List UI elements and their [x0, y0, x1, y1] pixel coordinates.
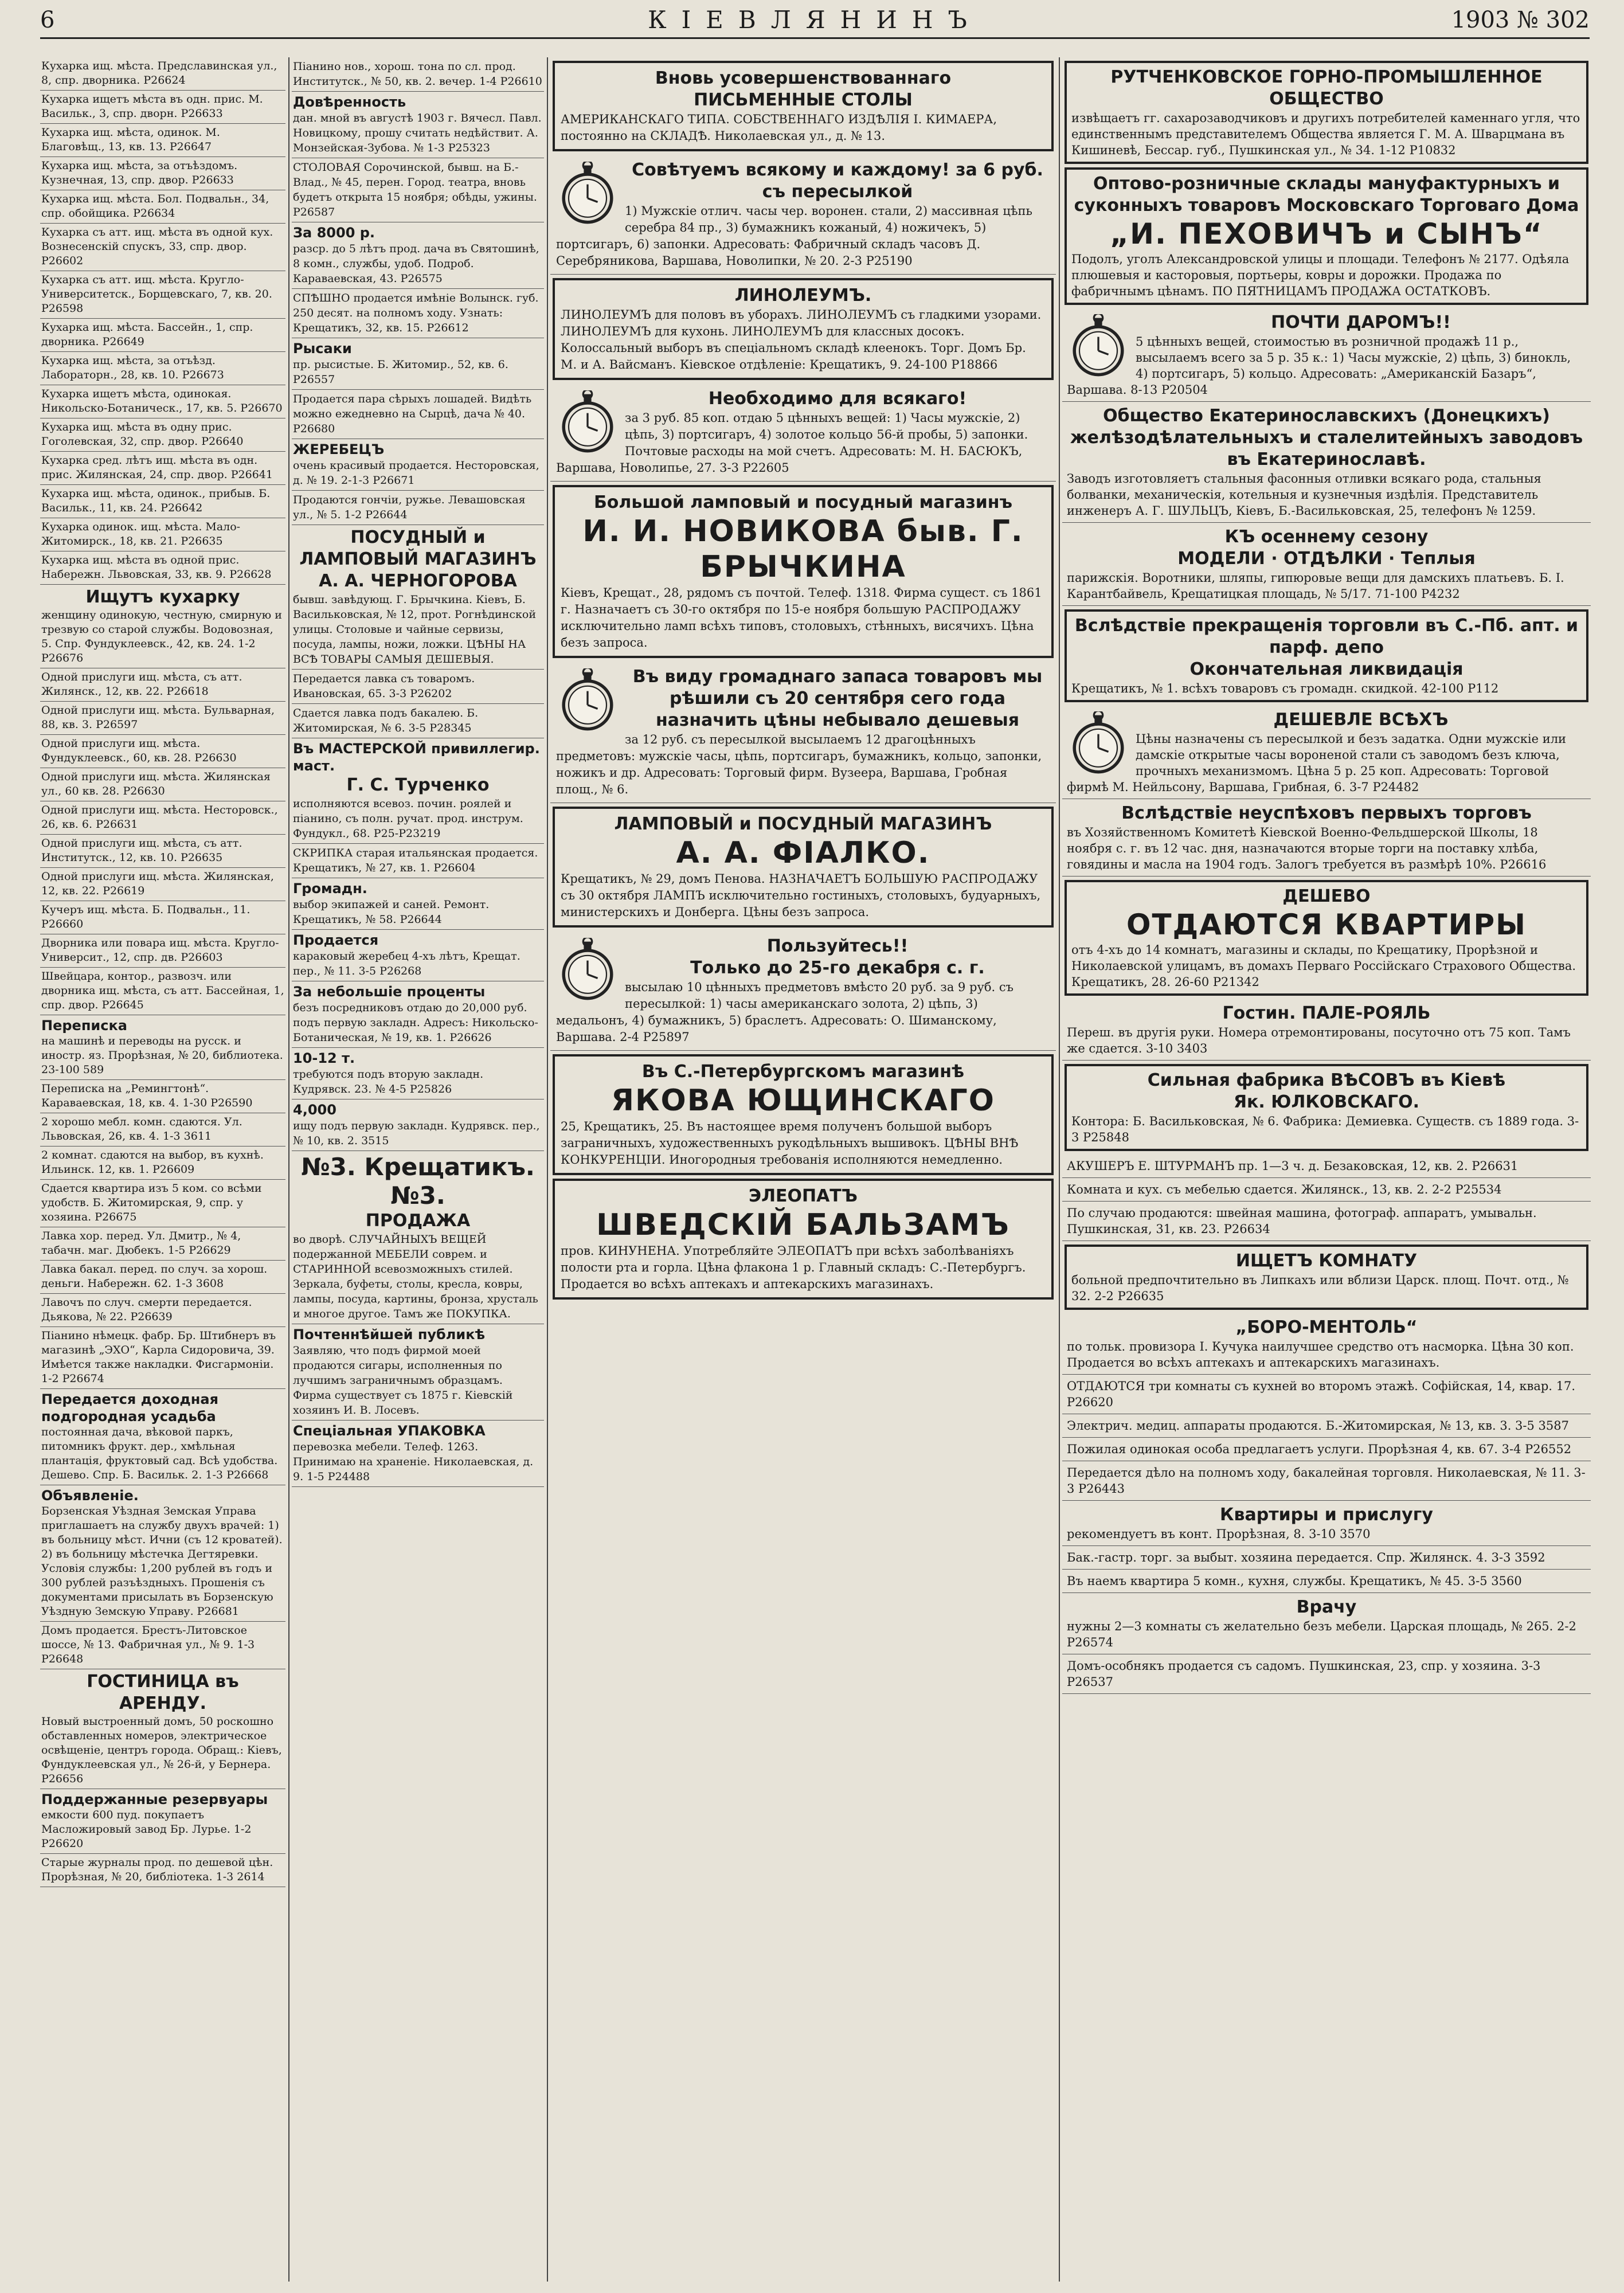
ad-text: Кухарка съ атт. ищ. мѣста въ одной кух. Вознесенскій спускъ, 33, спр. двор. Р26602: [41, 226, 273, 267]
advertisement: [40, 702, 285, 735]
ad-name: ПИСЬМЕННЫЕ СТОЛЫ: [694, 90, 913, 110]
advertisement: [553, 61, 1054, 151]
ad-text: СПѢШНО продается имѣніе Волынск. губ. 250 десят. на полномъ ходу. Узнать: Крещатикъ, 32, кв. 15. Р26612: [293, 292, 539, 334]
ad-text: ищу подъ первую закладн. Кудрявск. пер., № 10, кв. 2. 3515: [293, 1120, 540, 1147]
ad-heading: Въ МАСТЕРСКОЙ привиллегир. маст.: [293, 741, 540, 774]
ad-text: Кухарка ищ. мѣста. Бол. Подвальн., 34, спр. обойщика. Р26634: [41, 193, 269, 220]
ad-text: пр. рысистые. Б. Житомир., 52, кв. 6. Р26557: [293, 358, 508, 386]
ad-name: ЯКОВА ЮЩИНСКАГО: [611, 1083, 995, 1118]
ad-text: Кухарка ищ. мѣста, одинок. М. Благовѣщ., 13, кв. 13. Р26647: [41, 126, 220, 153]
advertisement: [40, 352, 285, 385]
ad-text: Одной прислуги ищ. мѣста, съ атт. Жилянск., 12, кв. 22. Р26618: [41, 671, 242, 698]
advertisement: [292, 92, 544, 158]
ad-text: разср. до 5 лѣтъ прод. дача въ Святошинѣ, 8 комн., службы, удоб. Подроб. Караваевская, 43. Р26575: [293, 242, 539, 285]
ad-text: нужны 2—3 комнаты съ желательно безъ мебели. Царская площадь, № 265. 2-2 Р26574: [1067, 1619, 1576, 1649]
masthead-rule: [40, 37, 1590, 39]
ad-text: Старые журналы прод. по дешевой цѣн. Прорѣзная, № 20, библіотека. 1-3 2614: [41, 1856, 273, 1883]
advertisement: [292, 158, 544, 222]
ad-text: По случаю продаются: швейная машина, фотограф. аппаратъ, умывальн. Пушкинская, 31, кв. 23. Р26634: [1067, 1206, 1537, 1236]
advertisement: [40, 385, 285, 418]
ad-name: Только до 25-го декабря с. г.: [690, 958, 985, 978]
advertisement: [292, 878, 544, 930]
advertisement: [1062, 999, 1591, 1061]
ad-text: Передается лавка съ товаромъ. Ивановская, 65. 3-3 Р26202: [293, 672, 475, 700]
advertisement: [40, 157, 285, 190]
advertisement: [292, 1048, 544, 1099]
column-2: [292, 57, 544, 2282]
ad-text: Домъ-особнякъ продается съ садомъ. Пушкинская, 23, спр. у хозяина. 3-3 Р26537: [1067, 1659, 1541, 1689]
ad-text: Одной прислуги ищ. мѣста. Фундуклеевск., 60, кв. 28. Р26630: [41, 737, 237, 764]
ad-heading: Громадн.: [293, 881, 367, 897]
ad-text: Бак.-гастр. торг. за выбыт. хозяина передается. Спр. Жилянск. 4. 3-3 3592: [1067, 1551, 1545, 1564]
ad-text: Кухарка ищетъ мѣста, одинокая. Никольско-Ботаническ., 17, кв. 5. Р26670: [41, 388, 283, 414]
ad-heading: ПОСУДНЫЙ и ЛАМПОВЫЙ МАГАЗИНЪ: [299, 527, 537, 569]
advertisement: [1062, 1313, 1591, 1375]
advertisement: [550, 384, 1056, 482]
advertisement: [40, 1227, 285, 1261]
ad-text: Борзенская Уѣздная Земская Управа приглашаетъ на службу двухъ врачей: 1) въ больницу мѣст. Ични (съ 12 кроватей). 2) въ больницу мѣстечка Дегтяревки. Условія службы: 1,200 рублей въ годъ и 300 рублей разъѣздныхъ. Прошенія съ документами присылать въ Борзенскую Уѣздную Земскую Управу. Р26681: [41, 1505, 283, 1618]
ad-heading: Передается доходная подгородная усадьба: [41, 1391, 218, 1425]
ad-heading: Сильная фабрика ВѢСОВЪ въ Кіевѣ: [1147, 1070, 1506, 1090]
ad-heading: Большой ламповый и посудный магазинъ: [593, 492, 1013, 512]
advertisement: [40, 1485, 285, 1622]
pocket-watch-icon: [1067, 314, 1130, 377]
ad-heading: Общество Екатеринославскихъ (Донецкихъ) желѣзодѣлательныхъ и сталелитейныхъ заводовъ въ Екатеринославѣ.: [1070, 406, 1583, 469]
ad-heading: ДЕШЕВЛЕ ВСѢХЪ: [1273, 710, 1449, 730]
ad-text: Дворника или повара ищ. мѣста. Кругло-Университ., 12, спр. дв. Р26603: [41, 937, 279, 964]
advertisement: [1062, 799, 1591, 876]
ad-text: АМЕРИКАНСКАГО ТИПА. СОБСТВЕННАГО ИЗДѢЛІЯ І. КИМАЕРА, постоянно на СКЛАДѢ. Николаевская ул., д. № 13.: [561, 112, 997, 143]
advertisement: [40, 518, 285, 551]
advertisement: [292, 930, 544, 981]
column-1: [40, 57, 285, 2282]
advertisement: [40, 735, 285, 768]
ad-text: безъ посредниковъ отдаю до 20,000 руб. подъ первую закладн. Адресъ: Никольско-Ботаническая, № 19, кв. 1. Р26626: [293, 1001, 538, 1044]
advertisement: [1065, 1245, 1588, 1310]
advertisement: [40, 1080, 285, 1113]
masthead: [40, 5, 1590, 39]
advertisement: [40, 551, 285, 585]
advertisement: [40, 801, 285, 835]
column-3: [550, 57, 1056, 2282]
ad-heading: „БОРО-МЕНТОЛЬ“: [1235, 1317, 1418, 1337]
advertisement: [550, 155, 1056, 275]
pocket-watch-icon: [556, 938, 619, 1001]
ad-text: Кіевъ, Крещат., 28, рядомъ съ почтой. Телеф. 1318. Фирма сущест. съ 1861 г. Назначаетъ съ 30-го октября по 15-е ноября большую РАСПРОДАЖУ исключительно ламп всѣхъ типовъ, столовыхъ, стѣнныхъ, висячихъ. Цѣна безъ запроса.: [561, 586, 1042, 649]
ad-text: Комната и кух. съ мебелью сдается. Жилянск., 13, кв. 2. 2-2 Р25534: [1067, 1183, 1502, 1196]
ad-text: перевозка мебели. Телеф. 1263. Принимаю на храненіе. Николаевская, д. 9. 1-5 Р24488: [293, 1441, 534, 1483]
ad-text: Кухарка сред. лѣтъ ищ. мѣста въ одн. прис. Жилянская, 24, спр. двор. Р26641: [41, 454, 273, 481]
ad-text: Кухарка ищ. мѣста, за отъѣздомъ. Кузнечная, 13, спр. двор. Р26633: [41, 159, 238, 186]
advertisement: [40, 452, 285, 485]
ad-text: Контора: Б. Васильковская, № 6. Фабрика: Демиевка. Существ. съ 1889 года. 3-3 Р25848: [1071, 1114, 1579, 1144]
advertisement: [1062, 1461, 1591, 1501]
ad-heading: Продается: [293, 932, 379, 948]
ad-text: женщину одинокую, честную, смирную и трезвую со старой службы. Водовозная, 5. Спр. Фундуклеевск., 42, кв. 24. 1-2 Р26676: [41, 609, 282, 664]
ad-text: Заводъ изготовляетъ стальныя фасонныя отливки всякаго рода, стальныя болванки, механическія, котельныя и кузнечныя издѣлія. Представитель инженеръ А. Г. ШУЛЬЦЪ, Кіевъ, Б.-Васильковская, 25, телефонъ № 1259.: [1067, 472, 1541, 518]
advertisement: [40, 934, 285, 968]
ad-text: извѣщаетъ гг. сахарозаводчиковъ и другихъ потребителей каменнаго угля, что единственнымъ представителемъ Общества является Г. М. А. Шварцмана въ Кишиневѣ, Бессар. губ., Пушкинская ул., № 34. 1-12 Р10832: [1071, 111, 1580, 157]
ad-name: Окончательная ликвидація: [1189, 659, 1463, 679]
advertisement: [292, 844, 544, 878]
ad-text: Піанино нов., хорош. тона по сл. прод. Институтск., № 50, кв. 2. вечер. 1-4 Р26610: [293, 60, 542, 88]
advertisement: [292, 289, 544, 338]
advertisement: [292, 491, 544, 525]
ad-text: Крещатикъ, № 29, домъ Пенова. НАЗНАЧАЕТЪ БОЛЬШУЮ РАСПРОДАЖУ съ 30 октября ЛАМПЪ исключительно гостиныхъ, столовыхъ, будуарныхъ, министерскихъ и Донберга. Цѣны безъ запроса.: [561, 872, 1041, 919]
ad-heading: 4,000: [293, 1102, 336, 1118]
ad-text: Домъ продается. Брестъ-Литовское шоссе, № 13. Фабричная ул., № 9. 1-3 Р26648: [41, 1624, 255, 1665]
advertisement: [1062, 1438, 1591, 1461]
ad-text: СКРИПКА старая итальянская продается. Крещатикъ, № 27, кв. 1. Р26604: [293, 847, 538, 874]
ad-text: Піанино нѣмецк. фабр. Бр. Штибнеръ въ магазинѣ „ЭХО“, Карла Сидоровича, 39. Имѣется также накладки. Фисгармоніи. 1-2 Р26674: [41, 1329, 276, 1385]
advertisement: [1062, 308, 1591, 402]
advertisement: [40, 1854, 285, 1887]
ad-heading: Совѣтуемъ всякому и каждому! за 6 руб. съ пересылкой: [632, 160, 1043, 202]
page-number: 6: [40, 7, 55, 33]
ad-text: отъ 4-хъ до 14 комнатъ, магазины и склады, по Крещатику, Прорѣзной и Николаевской улицамъ, въ домахъ Перваго Россійскаго Страхового Общества. Крещатикъ, 28. 26-60 Р21342: [1071, 943, 1576, 989]
advertisement: [292, 439, 544, 491]
ad-name: МОДЕЛИ · ОТДѢЛКИ · Теплыя: [1177, 549, 1476, 569]
ad-text: Новый выстроенный домъ, 50 роскошно обставленных номеров, электрическое освѣщеніе, центръ города. Обращ.: Кіевъ, Фундуклеевская ул., № 26-й, у Бернера. Р26656: [41, 1715, 282, 1785]
ad-text: Переписка на „Ремингтонѣ“. Караваевская, 18, кв. 4. 1-30 Р26590: [41, 1082, 253, 1109]
ad-heading: Пользуйтесь!!: [766, 936, 909, 956]
ad-name: А. А. ФІАЛКО.: [676, 836, 930, 870]
advertisement: [553, 485, 1054, 658]
ad-text: 2 комнат. сдаются на выбор, въ кухнѣ. Ильинск. 12, кв. 1. Р26609: [41, 1149, 264, 1176]
ad-text: въ Хозяйственномъ Комитетѣ Кіевской Военно-Фельдшерской Школы, 18 ноября с. г. въ 12 час. дня, назначаются вторые торги на поставку хлѣба, говядины и масла на 1904 годъ. Залогъ требуется въ размѣрѣ 10%. Р26616: [1067, 825, 1547, 871]
ad-heading: Въ С.-Петербургскомъ магазинѣ: [641, 1062, 965, 1082]
ad-heading: За 8000 р.: [293, 225, 375, 241]
column-4: [1062, 57, 1591, 2282]
advertisement: [40, 1113, 285, 1146]
ad-text: пров. КИНУНЕНА. Употребляйте ЭЛЕОПАТЪ при всѣхъ заболѣваніяхъ полости рта и горла. Цѣна флакона 1 р. Главный складъ: С.-Петербургъ. Продается во всѣхъ аптекахъ и аптекарскихъ магазинахъ.: [561, 1244, 1026, 1291]
advertisement: [40, 485, 285, 518]
ad-heading: Необходимо для всякаго!: [708, 389, 967, 409]
ad-heading: ПОЧТИ ДАРОМЪ!!: [1271, 312, 1451, 332]
ad-text: Сдается квартира изъ 5 ком. со всѣми удобств. Б. Житомирская, 9, спр. у хозяина. Р26675: [41, 1182, 262, 1223]
advertisement: [40, 91, 285, 124]
ad-name: „И. ПЕХОВИЧЪ и СЫНЪ“: [1110, 217, 1543, 251]
advertisement: [1062, 1654, 1591, 1694]
advertisement: [292, 222, 544, 289]
advertisement: [1062, 1202, 1591, 1241]
ad-heading: Оптово-розничные склады мануфактурныхъ и суконныхъ товаровъ Московскаго Торговаго Дома: [1074, 174, 1579, 216]
advertisement: [1062, 523, 1591, 606]
ad-text: 5 цѣнныхъ вещей, стоимостью въ розничной продажѣ 11 р., высылаемъ всего за 5 р. 35 к.: 1) Часы мужскіе, 2) цѣпь, 3) бинокль, 4) портсигаръ, 5) кольцо. Адресовать: „Американскій Базаръ“, Варшава. 8-13 Р20504: [1067, 335, 1571, 397]
ad-text: караковый жеребец 4-хъ лѣтъ, Крещат. пер., № 11. 3-5 Р26268: [293, 950, 521, 977]
ad-text: Кухарка ищ. мѣста. Бассейн., 1, спр. дворника. Р26649: [41, 321, 253, 348]
ad-text: высылаю 10 цѣнныхъ предметовъ вмѣсто 20 руб. за 9 руб. съ пересылкой: 1) часы американскаго золота, 2) цѣпь, 3) медальонъ, 4) бумажникъ, 5) браслетъ. Адресовать: О. Шиманскому, Варшава. 2-4 Р25897: [556, 980, 1013, 1044]
pocket-watch-icon: [1067, 711, 1130, 774]
ad-heading: ЛИНОЛЕУМЪ.: [734, 285, 872, 306]
ad-text: Лавка бакал. перед. по случ. за хорош. деньги. Набережн. 62. 1-3 3608: [41, 1263, 268, 1290]
ad-text: постоянная дача, вѣковой паркъ, питомникъ фрукт. дер., хмѣльная плантація, фруктовый сад. Всѣ удобства. Дешево. Спр. Б. Васильк. 2. 1-3 Р26668: [41, 1426, 278, 1481]
ad-text: 2 хорошо мебл. комн. сдаются. Ул. Львовская, 26, кв. 4. 1-3 3611: [41, 1116, 242, 1142]
advertisement: [40, 57, 285, 91]
pocket-watch-icon: [556, 162, 619, 225]
ad-text: Въ наемъ квартира 5 комн., кухня, службы. Крещатикъ, № 45. 3-5 3560: [1067, 1574, 1522, 1588]
ad-heading: ЖЕРЕБЕЦЪ: [293, 441, 385, 457]
ad-text: СТОЛОВАЯ Сорочинской, бывш. на Б.-Влад., № 45, перен. Город. театра, вновь будетъ открыта 15 ноября; обѣды, ужины. Р26587: [293, 161, 537, 218]
ad-heading: ЛАМПОВЫЙ и ПОСУДНЫЙ МАГАЗИНЪ: [614, 814, 992, 834]
advertisement: [292, 738, 544, 844]
ad-name: И. И. НОВИКОВА быв. Г. БРЫЧКИНА: [582, 514, 1024, 584]
ad-text: Кухарка ищ. мѣста въ одной прис. Набережн. Львовская, 33, кв. 9. Р26628: [41, 554, 272, 581]
advertisement: [1062, 1178, 1591, 1202]
ad-name: Як. ЮЛКОВСКАГО.: [1233, 1092, 1420, 1112]
advertisement: [1062, 1501, 1591, 1546]
column-divider: [547, 57, 548, 2282]
ad-name: ОТДАЮТСЯ КВАРТИРЫ: [1126, 908, 1527, 941]
advertisement: [40, 1622, 285, 1669]
advertisement: [292, 1099, 544, 1151]
ad-heading: Вслѣдствіе прекращенія торговли въ С.-Пб. апт. и парф. депо: [1074, 616, 1579, 658]
ad-text: во дворѣ. СЛУЧАЙНЫХЪ ВЕЩЕЙ подержанной МЕБЕЛИ соврем. и СТАРИННОЙ всевозможныхъ стилей. Зеркала, буфеты, столы, кресла, ковры, лампы, посуда, картины, бронза, хрусталь и многое другое. Тамъ же ПОКУПКА.: [293, 1233, 538, 1320]
ad-heading: РУТЧЕНКОВСКОЕ ГОРНО-ПРОМЫШЛЕННОЕ ОБЩЕСТВО: [1110, 67, 1543, 109]
ad-text: Кухарка ищ. мѣста, одинок., прибыв. Б. Васильк., 11, кв. 24. Р26642: [41, 487, 271, 514]
pocket-watch-icon: [556, 390, 619, 453]
ad-text: Заявляю, что подъ фирмой моей продаются сигары, исполненныя по лучшимъ заграничнымъ образцамъ. Фирма существует съ 1875 г. Кіевскій хозяинъ И. В. Лосевъ.: [293, 1344, 513, 1417]
ad-text: 25, Крещатикъ, 25. Въ настоящее время полученъ большой выборъ заграничныхъ, художественныхъ рукодѣльныхъ вышивокъ. ЦѢНЫ ВНѢ КОНКУРЕНЦІИ. Иногородныя требованія исполняются немедленно.: [561, 1120, 1019, 1167]
advertisement: [1062, 1375, 1591, 1414]
ad-text: ЛИНОЛЕУМЪ для половъ въ уборахъ. ЛИНОЛЕУМЪ съ гладкими узорами. ЛИНОЛЕУМЪ для кухонь. ЛИНОЛЕУМЪ для классных досокъ. Колоссальный выборъ въ спеціальномъ складѣ клеенокъ. Торг. Домъ Бр. М. и А. Вайсманъ. Кіевское отдѣленіе: Крещатикъ, 9. 24-100 Р18866: [561, 308, 1042, 371]
ad-text: 1) Мужскіе отлич. часы чер. воронен. стали, 2) массивная цѣпь серебра 84 пр., 3) бумажникъ кожаный, 4) ножичекъ, 5) портсигаръ, 6) запонки. Адресовать: Фабричный складъ часовъ Д. Серебряникова, Варшава, Новолипки, № 20. 2-3 Р25190: [556, 204, 1032, 268]
ad-heading: Спеціальная УПАКОВКА: [293, 1423, 486, 1439]
advertisement: [292, 1151, 544, 1324]
ad-text: Кучеръ ищ. мѣста. Б. Подвальн., 11. Р26660: [41, 903, 251, 930]
ad-heading: За небольшіе проценты: [293, 984, 486, 1000]
ad-text: за 12 руб. съ пересылкой высылаемъ 12 драгоцѣнныхъ предметовъ: мужскіе часы, цѣпь, портсигаръ, бумажникъ, кольцо, запонки, ножикъ и др. Адресовать: Торговый фирм. Вузеера, Варшава, Гробная площ., № 6.: [556, 733, 1042, 796]
advertisement: [292, 525, 544, 670]
ad-text: Пожилая одинокая особа предлагаетъ услуги. Прорѣзная 4, кв. 67. 3-4 Р26552: [1067, 1442, 1572, 1456]
advertisement: [40, 190, 285, 224]
ad-heading: ЭЛЕОПАТЪ: [749, 1186, 858, 1206]
ad-text: Кухарка ищ. мѣста, за отъѣзд. Лабораторн., 28, кв. 10. Р26673: [41, 354, 224, 381]
ad-heading: 10-12 т.: [293, 1050, 355, 1066]
advertisement: [1062, 1570, 1591, 1593]
ad-text: Передается дѣло на полномъ ходу, бакалейная торговля. Николаевская, № 11. 3-3 Р26443: [1067, 1466, 1586, 1496]
ad-text: Швейцара, контор., развозч. или дворника ищ. мѣста, съ атт. Бассейная, 1, спр. двор. Р26645: [41, 970, 284, 1011]
advertisement: [40, 1146, 285, 1180]
advertisement: [553, 807, 1054, 928]
ad-heading: Вновь усовершенствованнаго: [655, 68, 952, 88]
ad-heading: Вслѣдствіе неуспѣховъ первыхъ торговъ: [1121, 803, 1532, 823]
advertisement: [292, 704, 544, 738]
ad-text: Кухарка съ атт. ищ. мѣста. Кругло-Университетск., Борщевскаго, 7, кв. 20. Р26598: [41, 273, 272, 315]
ad-text: требуются подъ вторую закладн. Кудрявск. 23. № 4-5 Р25826: [293, 1068, 484, 1095]
ad-text: за 3 руб. 85 коп. отдаю 5 цѣнныхъ вещей: 1) Часы мужскіе, 2) цѣпь, 3) портсигаръ, 4) золотое кольцо 56-й пробы, 5) запонки. Почтовые расходы на мой счетъ. Адресовать: М. Н. БАСЮКЪ, Варшава, Новолипье, 27. 3-3 Р22605: [556, 411, 1028, 475]
ad-text: Продаются гончіи, ружье. Левашовская ул., № 5. 1-2 Р26644: [293, 494, 526, 521]
advertisement: [40, 585, 285, 668]
advertisement: [1062, 1155, 1591, 1178]
ad-text: Кухарка ищ. мѣста въ одну прис. Гоголевская, 32, спр. двор. Р26640: [41, 421, 244, 448]
advertisement: [1062, 1414, 1591, 1438]
advertisement: [40, 835, 285, 868]
advertisement: [1062, 1546, 1591, 1570]
ad-text: Одной прислуги ищ. мѣста. Жилянская, 12, кв. 22. Р26619: [41, 870, 274, 897]
advertisement: [40, 224, 285, 271]
advertisement: [1065, 609, 1588, 702]
ad-text: Переш. въ другія руки. Номера отремонтированы, посуточно отъ 75 коп. Тамъ же сдается. 3-10 3403: [1067, 1026, 1571, 1055]
ad-text: Кухарка ищетъ мѣста въ одн. прис. М. Васильк., 3, спр. дворн. Р26633: [41, 93, 263, 120]
ad-text: Сдается лавка подъ бакалею. Б. Житомирская, № 6. 3-5 Р28345: [293, 707, 479, 734]
ad-text: Подолъ, уголъ Александровской улицы и площади. Телефонъ № 2177. Одѣяла плюшевыя и касторовыя, портьеры, ковры и дорожки. Продажа по фабричнымъ цѣнамъ. ПО ПЯТНИЦАМЪ ПРОДАЖА ОСТАТКОВЪ.: [1071, 252, 1570, 298]
ad-text: Лавка хор. перед. Ул. Дмитр., № 4, табачн. маг. Дюбекъ. 1-5 Р26629: [41, 1230, 241, 1257]
ad-text: парижскія. Воротники, шляпы, гипюровые вещи для дамскихъ платьевъ. Б. І. Карантбайвель, Крещатицкая площадь, № 5/17. 71-100 Р4232: [1067, 571, 1564, 601]
advertisement: [292, 981, 544, 1048]
advertisement: [40, 901, 285, 934]
column-divider: [288, 57, 289, 2282]
advertisement: [1062, 402, 1591, 523]
ad-heading: Гостин. ПАЛЕ-РОЯЛЬ: [1222, 1003, 1431, 1023]
advertisement: [40, 968, 285, 1015]
advertisement: [40, 1261, 285, 1294]
ad-heading: ИЩЕТЪ КОМНАТУ: [1235, 1251, 1418, 1271]
advertisement: [40, 319, 285, 352]
advertisement: [292, 57, 544, 92]
ad-name: ПРОДАЖА: [365, 1211, 471, 1231]
advertisement: [1062, 1593, 1591, 1654]
advertisement: [1065, 167, 1588, 305]
ad-text: на машинѣ и переводы на русск. и иностр. яз. Прорѣзная, № 20, библиотека. 23-100 589: [41, 1035, 283, 1076]
advertisement: [550, 662, 1056, 803]
ad-heading: №3. Крещатикъ. №3.: [301, 1153, 535, 1210]
ad-text: ОТДАЮТСЯ три комнаты съ кухней во второмъ этажѣ. Софійская, 14, квар. 17. Р26620: [1067, 1379, 1576, 1409]
ad-heading: Квартиры и прислугу: [1220, 1505, 1433, 1525]
advertisement: [40, 1015, 285, 1080]
ad-text: Цѣны назначены съ пересылкой и безъ задатка. Одни мужскіе или дамскіе открытые часы вороненой стали съ заводомъ безъ ключа, прочныхъ механизмомъ. Цѣна 5 р. 25 коп. Адресовать: Торговой фирмѣ М. Нейльсону, Варшава, Грибная, 6. 3-7 Р24482: [1067, 732, 1567, 794]
ad-heading: Въ виду громаднаго запаса товаровъ мы рѣшили съ 20 сентября сего года назначить цѣны небывало дешевыя: [632, 667, 1043, 730]
ad-text: очень красивый продается. Несторовская, д. № 19. 2-1-3 Р26671: [293, 459, 539, 487]
ad-heading: Почтеннѣйшей публикѣ: [293, 1327, 486, 1343]
issue-date: 1903 № 302: [1451, 7, 1590, 33]
ad-heading: Объявленіе.: [41, 1488, 139, 1504]
advertisement: [1065, 61, 1588, 164]
advertisement: [292, 390, 544, 439]
ad-text: Крещатикъ, № 1. всѣхъ товаровъ съ громадн. скидкой. 42-100 Р112: [1071, 682, 1499, 695]
ad-text: АКУШЕРЪ Е. ШТУРМАНЪ пр. 1—3 ч. д. Безаковская, 12, кв. 2. Р26631: [1067, 1159, 1519, 1173]
ad-heading: ДЕШЕВО: [1282, 886, 1371, 906]
advertisement: [40, 124, 285, 157]
advertisement: [40, 668, 285, 702]
advertisement: [40, 271, 285, 319]
ad-text: выбор экипажей и саней. Ремонт. Крещатикъ, № 58. Р26644: [293, 898, 490, 926]
advertisement: [40, 1789, 285, 1854]
ad-text: Продается пара сѣрыхъ лошадей. Видѣть можно ежедневно на Сырцѣ, дача № 40. Р26680: [293, 393, 532, 435]
ad-heading: Рысаки: [293, 341, 352, 357]
advertisement: [292, 1324, 544, 1421]
ad-text: Кухарка ищ. мѣста. Предславинская ул., 8, спр. дворника. Р26624: [41, 60, 277, 87]
advertisement: [1065, 1064, 1588, 1151]
advertisement: [1065, 880, 1588, 996]
ad-name: ШВЕДСКІЙ БАЛЬЗАМЪ: [596, 1208, 1010, 1242]
advertisement: [292, 1421, 544, 1487]
pocket-watch-icon: [556, 668, 619, 731]
ad-text: дан. мной въ августѣ 1903 г. Вячесл. Павл. Новицкому, прошу считать недѣйствит. А. Монзейская-Зубова. № 1-3 Р25323: [293, 112, 542, 154]
advertisement: [40, 1180, 285, 1227]
advertisement: [40, 868, 285, 901]
ad-heading: ГОСТИНИЦА въ АРЕНДУ.: [87, 1672, 239, 1713]
ad-text: рекомендуетъ въ конт. Прорѣзная, 8. 3-10 3570: [1067, 1527, 1371, 1541]
ad-heading: Переписка: [41, 1018, 127, 1034]
advertisement: [40, 418, 285, 452]
ad-heading: Ищутъ кухарку: [85, 587, 240, 607]
advertisement: [40, 1294, 285, 1327]
ad-text: бывш. завѣдующ. Г. Брычкина. Кіевъ, Б. Васильковская, № 12, прот. Рогнѣдинской улицы. Столовые и чайные сервизы, посуда, лампы, ножи, ложки. ЦѢНЫ НА ВСѢ ТОВАРЫ САМЫЯ ДЕШЕВЫЯ.: [293, 593, 537, 666]
ad-text: Электрич. медиц. аппараты продаются. Б.-Житомирская, № 13, кв. 3. 3-5 3587: [1067, 1419, 1569, 1433]
ad-name: Г. С. Турченко: [346, 775, 490, 795]
newspaper-title: КІЕВЛЯНИНЪ: [648, 6, 982, 34]
ad-text: по тольк. провизора І. Кучука наилучшее средство отъ насморка. Цѣна 30 коп. Продается во всѣхъ аптекахъ и аптекарскихъ магазинахъ.: [1067, 1340, 1574, 1369]
column-divider: [1059, 57, 1060, 2282]
advertisement: [553, 1179, 1054, 1300]
ad-text: больной предпочтительно въ Липкахъ или вблизи Царск. площ. Почт. отд., № 32. 2-2 Р26635: [1071, 1273, 1569, 1303]
advertisement: [292, 670, 544, 704]
advertisement: [1062, 706, 1591, 799]
ad-text: емкости 600 пуд. покупаетъ Масложировый завод Бр. Лурье. 1-2 Р26620: [41, 1809, 252, 1850]
ad-heading: Врачу: [1296, 1597, 1357, 1617]
advertisement: [40, 1327, 285, 1389]
ad-name: А. А. ЧЕРНОГОРОВА: [319, 571, 517, 591]
ad-heading: Поддержанные резервуары: [41, 1791, 268, 1807]
ad-text: Одной прислуги ищ. мѣста. Несторовск., 26, кв. 6. Р26631: [41, 804, 278, 831]
advertisement: [40, 768, 285, 801]
ad-heading: Довѣренность: [293, 94, 406, 110]
advertisement: [40, 1389, 285, 1485]
advertisement: [292, 338, 544, 390]
ad-text: Кухарка одинок. ищ. мѣста. Мало-Житомирск., 18, кв. 21. Р26635: [41, 521, 241, 547]
ad-text: Одной прислуги ищ. мѣста, съ атт. Институтск., 12, кв. 10. Р26635: [41, 837, 242, 864]
advertisement: [40, 1669, 285, 1789]
advertisement: [553, 278, 1054, 380]
advertisement: [550, 931, 1056, 1051]
ad-text: Одной прислуги ищ. мѣста. Жилянская ул., 60 кв. 28. Р26630: [41, 770, 271, 797]
ad-text: Лавочъ по случ. смерти передается. Дьякова, № 22. Р26639: [41, 1296, 252, 1323]
ad-heading: КЪ осеннему сезону: [1224, 527, 1429, 547]
advertisement: [553, 1054, 1054, 1175]
ad-text: исполняются всевоз. почин. роялей и піанино, съ полн. ручат. прод. инструм. Фундукл., 68. Р25-Р23219: [293, 797, 523, 840]
ad-text: Одной прислуги ищ. мѣста. Бульварная, 88, кв. 3. Р26597: [41, 704, 275, 731]
